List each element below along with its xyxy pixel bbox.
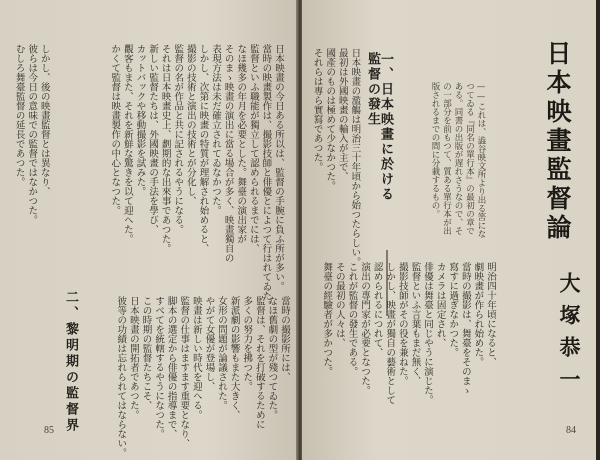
right-body-text-a: 日本映畫の濫觴は明治三十年頃から始つたらしい。 最初は外國映畫の輸入が主で、 國產のものは極めて少なかつた。 それらは專ら實寫であつた。: [311, 47, 361, 266]
editor-note: ——これは、澁谷映文所より出る筈になつてゐる『同名の單行本』の最初の章である。同書の出版が遅れさうなので、その一部分を前もつて、質ある單行本が出版されるまでの間に分載するもの。: [430, 82, 486, 238]
right-body-text-b: 明治四十年頃になると、 劇映畫が作られ始めた。 當時の撮影は、舞臺をそのまゝ 寫すに過ぎなかつた。 カメラは固定され、 俳優は舞臺と同じやうに演じた。 監督といふ言葉もまだ無く、 撮影技師がその役を兼ねた。 しかし、映畫が獨自の藝術として 認められるにつれて、 演出の專門家が必要となつた。 これが監督の發生である。 その最初の人々は、 舞臺の經驗者が多かつた。: [321, 261, 496, 404]
page-number-right: 84: [566, 425, 576, 436]
left-body-text-a: 日本映畫の今日ある所以は、監督の手腕に負ふ所が多い。 當時の映畫製作は、撮影技師と俳優とによつて行はれてゐた。 監督といふ職能が獨立して認められるまでには、 なほ幾多の年月を必要とした。舞臺の演出家が そのまゝ映畫の演出に當る場合が多く、映畫獨自の 表現方法は未だ確立されてゐなかつた。 しかし、次第に映畫の特質が理解され始めると、 撮影の技術と演出の技術とが分化し、 監督の名が作品と共に記されるやうになる。 それは日本映畫史上、劃期的な出來事であつた。 新しい監督たちは、外國映畫の手法を學び、 カットバックや移動撮影を試みた。 觀客もまた、それを新鮮な驚きを以て迎へた。 かくて監督は映畫製作の中心となつた。: [109, 43, 284, 310]
left-page: [0, 0, 298, 460]
section-heading-2: 二、黎明期の監督界: [63, 290, 78, 434]
page-number-left: 85: [44, 425, 54, 436]
page-edge: [596, 0, 600, 460]
left-body-text-c: しかし、後の映畫監督とは異なり、 彼らは今日の意味での監督ではなかつた。 むしろ舞臺監督の延長であつた。: [13, 43, 50, 224]
article-author: 大塚恭一: [557, 272, 582, 400]
article-title: 日本映畫監督論: [543, 40, 572, 243]
right-page: [302, 0, 600, 460]
left-body-text-b: 當時の撮影所には、 なほ舊劇の型が殘つてゐた。 監督は、それを打破するために 多くの努力を拂つた。 新派劇の影響もまた大きく、 女形の問題が論議された。 やがて女優が登場し、 映畫は新しい時代を迎へる。 監督の仕事はますます重要となり、 脚本の選定から俳優の指導まで、 すべてを統轄するやうになつた。 この時期の監督たちこそ、 日本映畫の開拓者であつた。 彼等の功績は忘れられてはならない。: [115, 295, 290, 457]
section-heading-1: 一、日本映畫に於ける監督の發生: [365, 52, 393, 202]
